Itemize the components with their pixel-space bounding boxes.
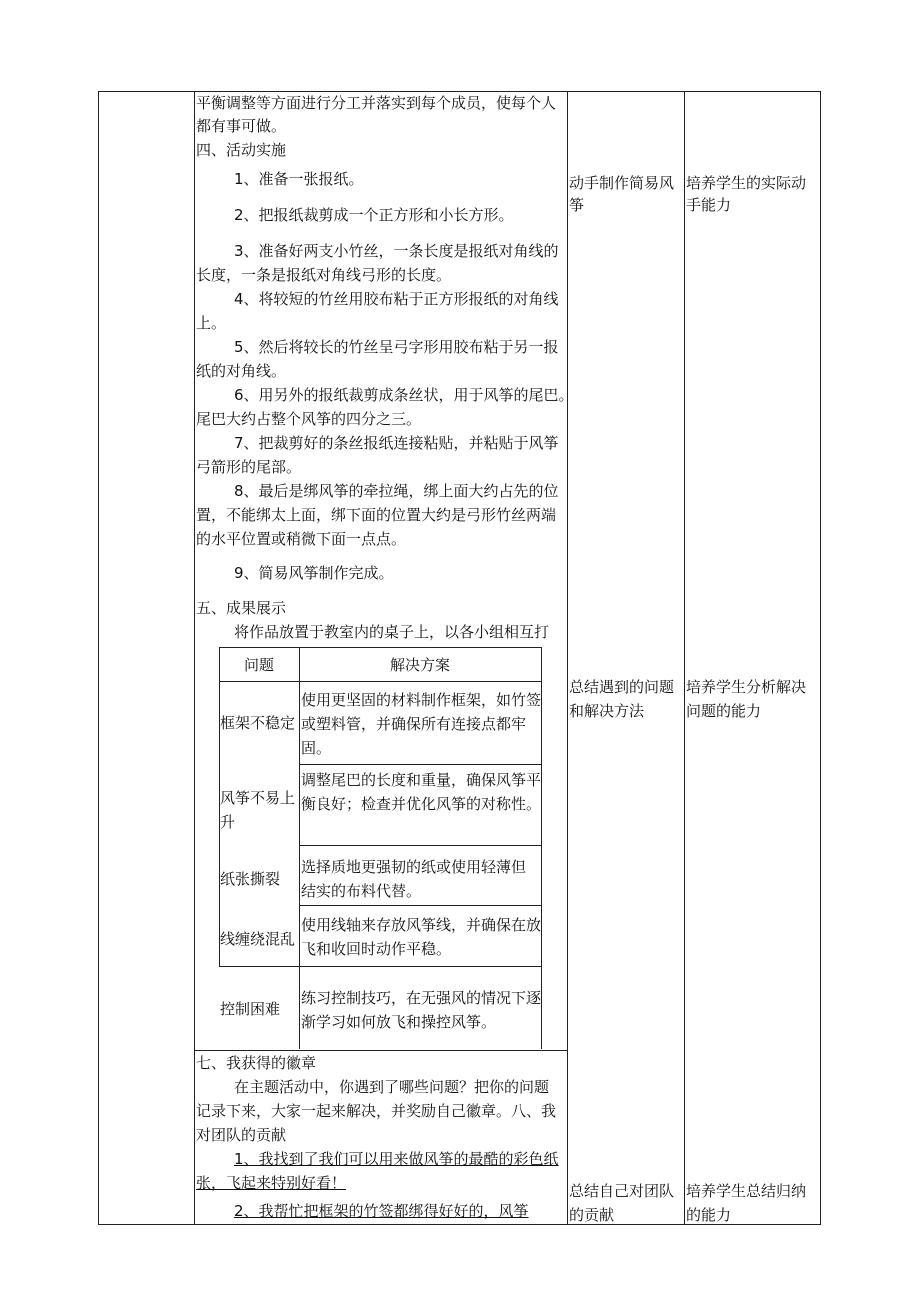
table-header-problem: 问题 — [244, 656, 275, 674]
activity-cell: 总结遇到的问题 — [569, 678, 675, 696]
step-line: 2、把报纸裁剪成一个正方形和小长方形。 — [234, 206, 514, 224]
problem-cell: 纸张撕裂 — [220, 870, 281, 888]
solution-cell: 渐学习如何放飞和操控风筝。 — [301, 1013, 497, 1031]
text-line: 都有事可做。 — [196, 117, 287, 135]
solution-cell: 结实的布料代替。 — [301, 882, 422, 900]
problem-cell: 控制困难 — [220, 1000, 281, 1018]
goal-cell: 培养学生总结归纳 — [686, 1182, 807, 1200]
solution-cell: 衡良好；检查并优化风筝的对称性。 — [301, 795, 542, 813]
text-line: 对团队的贡献 — [196, 1126, 287, 1144]
text-line: 上。 — [196, 314, 227, 332]
activity-cell: 总结自己对团队 — [569, 1182, 675, 1200]
problem-cell: 风筝不易上 — [220, 789, 296, 807]
activity-cell: 的贡献 — [569, 1206, 615, 1224]
solution-cell: 练习控制技巧，在无强风的情况下逐 — [301, 989, 542, 1007]
step-line: 8、最后是绑风筝的牵拉绳，绑上面大约占先的位 — [234, 482, 559, 500]
goal-cell: 的能力 — [686, 1206, 732, 1224]
activity-cell: 动手制作简易风 — [569, 174, 675, 192]
inner-table-border — [219, 681, 541, 682]
section-heading: 五、成果展示 — [196, 599, 287, 617]
step-line: 5、然后将较长的竹丝呈弓字形用胶布粘于另一报 — [234, 338, 559, 356]
table-header-solution: 解决方案 — [390, 656, 451, 674]
solution-cell: 使用线轴来存放风筝线，并确保在放 — [301, 916, 542, 934]
inner-table-border — [219, 966, 541, 967]
solution-cell: 调整尾巴的长度和重量，确保风筝平 — [301, 771, 542, 789]
problem-cell: 线缠绕混乱 — [220, 930, 296, 948]
text-line: 尾巴大约占整个风筝的四分之三。 — [196, 410, 422, 428]
goal-cell: 问题的能力 — [686, 702, 762, 720]
cell-divider — [194, 1050, 567, 1051]
step-line: 9、简易风筝制作完成。 — [234, 564, 394, 582]
inner-table-border — [541, 647, 542, 1049]
text-line: 弓箭形的尾部。 — [196, 458, 302, 476]
table-col-border — [684, 91, 685, 1225]
goal-cell: 培养学生的实际动 — [686, 174, 807, 192]
inner-table-border — [299, 905, 541, 906]
activity-cell: 和解决方法 — [569, 702, 645, 720]
text-line: 在主题活动中，你遇到了哪些问题？把你的问题 — [234, 1078, 550, 1096]
section-heading: 七、我获得的徽章 — [196, 1054, 317, 1072]
text-line: 平衡调整等方面进行分工并落实到每个成员，使每个人 — [196, 94, 557, 112]
step-line: 3、准备好两支小竹丝，一条长度是报纸对角线的 — [234, 242, 559, 260]
step-line: 4、将较短的竹丝用胶布粘于正方形报纸的对角线 — [234, 290, 559, 308]
table-col-border — [567, 91, 568, 1225]
contribution-item: 张，飞起来特别好看！ — [196, 1174, 347, 1192]
solution-cell: 固。 — [301, 739, 332, 757]
solution-cell: 或塑料管，并确保所有连接点都牢 — [301, 715, 527, 733]
section-heading: 四、活动实施 — [196, 141, 287, 159]
solution-cell: 选择质地更强韧的纸或使用轻薄但 — [301, 858, 527, 876]
table-col-border — [820, 91, 821, 1225]
inner-table-border — [299, 647, 300, 1049]
goal-cell: 手能力 — [686, 196, 732, 214]
contribution-item: 1、我找到了我们可以用来做风筝的最酷的彩色纸 — [234, 1150, 559, 1168]
problem-cell: 框架不稳定 — [220, 714, 296, 732]
inner-table-border — [299, 845, 541, 846]
inner-table-border — [219, 647, 541, 648]
goal-cell: 培养学生分析解决 — [686, 678, 807, 696]
text-line: 长度，一条是报纸对角线弓形的长度。 — [196, 266, 452, 284]
step-line: 6、用另外的报纸裁剪成条丝状，用于风筝的尾巴。 — [234, 386, 574, 404]
text-line: 记录下来，大家一起来解决，并奖励自己徽章。八、我 — [196, 1102, 557, 1120]
text-line: 纸的对角线。 — [196, 362, 287, 380]
contribution-item: 2、我帮忙把框架的竹签都绑得好好的，风筝 — [234, 1202, 529, 1220]
text-line: 置，不能绑太上面，绑下面的位置大约是弓形竹丝两端 — [196, 506, 557, 524]
text-line: 将作品放置于教室内的桌子上，以各小组相互打 — [234, 623, 550, 641]
text-line: 的水平位置或稍微下面一点点。 — [196, 530, 407, 548]
activity-cell: 筝 — [569, 196, 585, 214]
table-top-border — [98, 91, 820, 92]
problem-cell: 升 — [220, 813, 236, 831]
step-line: 7、把裁剪好的条丝报纸连接粘贴，并粘贴于风筝 — [234, 434, 559, 452]
solution-cell: 使用更坚固的材料制作框架，如竹签 — [301, 691, 542, 709]
inner-table-border — [299, 764, 541, 765]
table-col-border — [98, 91, 99, 1225]
table-col-border — [194, 91, 195, 1225]
step-line: 1、准备一张报纸。 — [234, 170, 364, 188]
solution-cell: 飞和收回时动作平稳。 — [301, 940, 452, 958]
